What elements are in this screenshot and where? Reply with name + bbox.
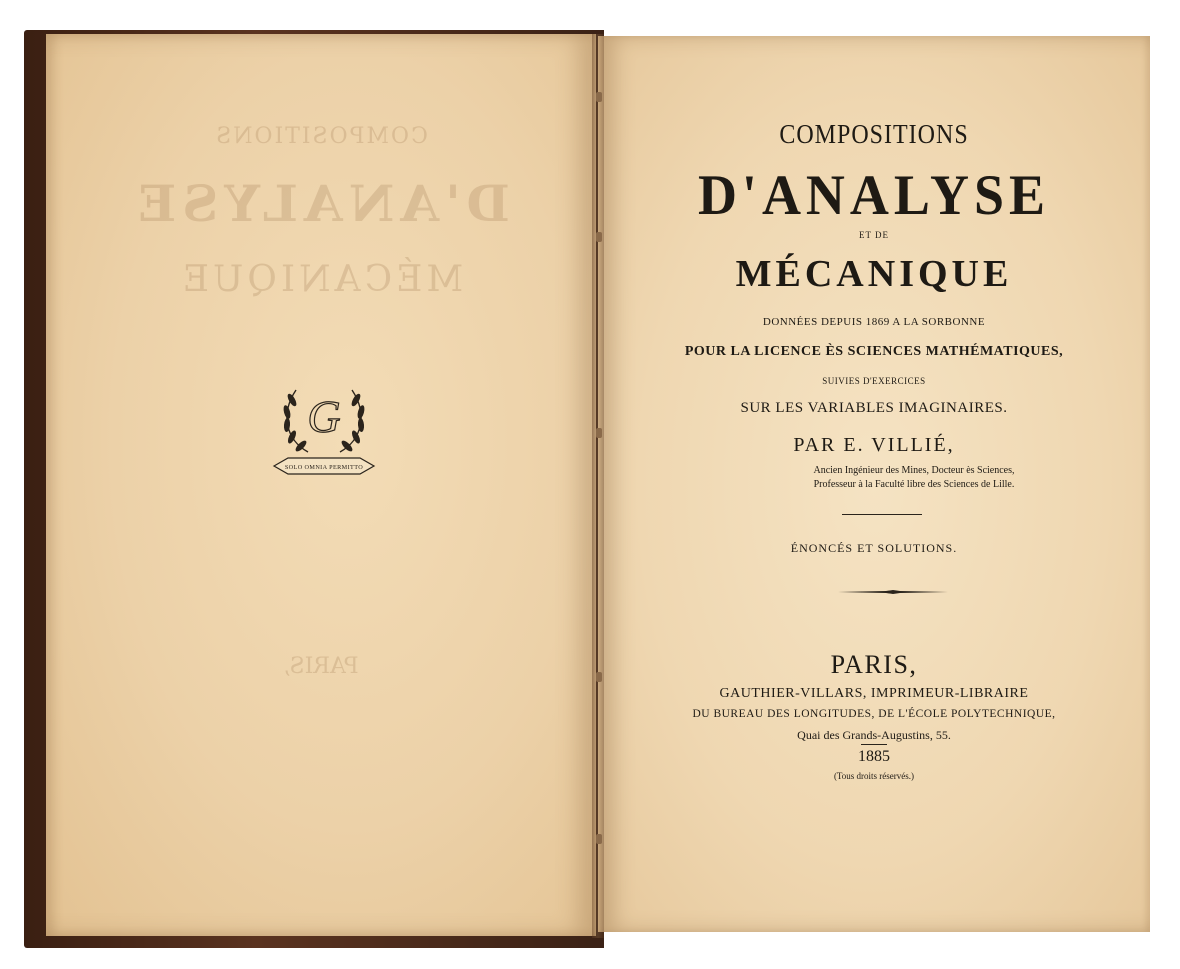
monogram-letter: G: [307, 391, 341, 442]
imprint-year: 1885: [858, 748, 890, 765]
enonces-line: ÉNONCÉS ET SOLUTIONS.: [790, 541, 958, 555]
ghost-line: COMPOSITIONS: [214, 124, 428, 149]
year-rule: [861, 744, 887, 745]
title-line-compositions: COMPOSITIONS: [779, 119, 969, 150]
credentials-line-1: Ancien Ingénieur des Mines, Docteur ès Sciences,: [813, 465, 1015, 476]
title-page-text: [598, 36, 1150, 932]
motto-ribbon: SOLO OMNIA PERMITTO: [284, 464, 364, 471]
author-credentials: [678, 464, 1150, 492]
subtitle-variables: SUR LES VARIABLES IMAGINAIRES.: [740, 400, 1008, 416]
ghost-line: PARIS,: [283, 654, 359, 679]
ownership-stamp-emblem: [268, 370, 380, 486]
title-line-et-de: ET DE: [858, 230, 890, 240]
ornamental-rule: [838, 590, 948, 594]
credentials-line-2: Professeur à la Faculté libre des Sciences de Lille.: [813, 479, 1015, 490]
author-line: PAR E. VILLIÉ,: [793, 434, 955, 456]
subtitle-sorbonne: DONNÉES DEPUIS 1869 A LA SORBONNE: [762, 316, 986, 328]
subtitle-licence: POUR LA LICENCE ÈS SCIENCES MATHÉMATIQUES,: [684, 344, 1064, 359]
ghost-line: D'ANALYSE: [132, 174, 510, 233]
imprint-publisher-2: DU BUREAU DES LONGITUDES, DE L'ÉCOLE POLYTECHNIQUE,: [692, 708, 1056, 720]
imprint-rights: (Tous droits réservés.): [833, 771, 915, 781]
title-line-analyse: D'ANALYSE: [697, 163, 1051, 227]
imprint-address: Quai des Grands-Augustins, 55.: [797, 728, 951, 742]
subtitle-suivies: SUIVIES D'EXERCICES: [822, 376, 926, 386]
imprint-publisher: GAUTHIER-VILLARS, IMPRIMEUR-LIBRAIRE: [719, 686, 1029, 701]
imprint-city: PARIS,: [830, 650, 918, 679]
title-line-mecanique: MÉCANIQUE: [735, 253, 1013, 295]
divider-rule: [842, 514, 922, 515]
ghost-line: MÉCANIQUE: [178, 259, 464, 300]
